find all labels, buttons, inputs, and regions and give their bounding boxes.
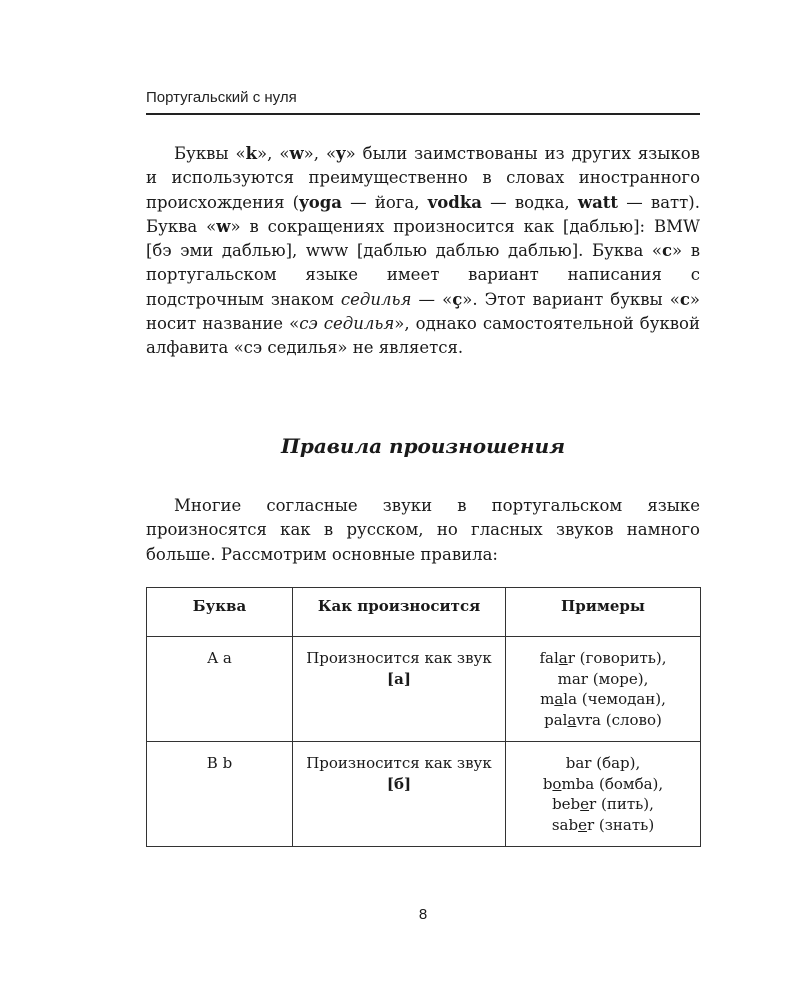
ex-part: la (чемодан),: [563, 690, 666, 708]
pronounce-text: Произносится как звук: [306, 754, 492, 772]
ex-part: r (пить),: [589, 795, 654, 813]
table-header-row: [147, 588, 701, 637]
ex-part: m: [540, 690, 555, 708]
example-line: [512, 774, 694, 795]
example-line: [512, 753, 694, 774]
cell-letter: A a: [147, 637, 293, 742]
example-line: [512, 710, 694, 731]
pronounce-sound: [б]: [386, 774, 412, 793]
ex-part: sab: [551, 815, 579, 834]
ex-stressed: e: [580, 795, 590, 813]
cell-pronounce: [293, 742, 506, 847]
ex-stressed: a: [558, 649, 568, 667]
table-row: [147, 637, 701, 742]
ex-part: mar (море),: [557, 669, 649, 688]
text-run: — ватт). Буква «: [146, 192, 700, 236]
paragraph-intro-rules: Многие согласные звуки в португальском языке произносятся как в русском, но гласных звуков намного больше. Рассмотрим основные правила:: [146, 496, 700, 564]
letter-k: k: [245, 144, 258, 163]
letter-c: c: [679, 289, 690, 309]
text-run: — йога,: [341, 192, 428, 212]
text-run: » были заимствованы из других языков и используются преимущественно в словах иностранного происхождения (: [146, 144, 700, 212]
text-run: » носит название «: [146, 289, 700, 334]
text-run: ». Этот вариант буквы «: [462, 289, 680, 309]
term-se-sedilya: сэ седилья: [299, 314, 395, 334]
section-heading: Правила произношения: [280, 434, 566, 458]
letter-w: w: [216, 216, 231, 236]
text-run: », однако самостоятельной буквой алфавита «сэ седилья» не является.: [146, 314, 700, 358]
word-vodka: vodka: [427, 192, 482, 212]
example-line: [512, 794, 694, 815]
text-run: Буквы «: [174, 144, 246, 163]
pronunciation-table: [146, 587, 701, 847]
example-line: [512, 689, 694, 710]
letter-c: c: [661, 241, 673, 261]
letter-y: y: [336, 144, 346, 163]
example-line: [512, 648, 694, 669]
ex-part: pal: [544, 710, 568, 729]
ex-stressed: a: [554, 690, 564, 708]
header-letter: Буква: [147, 588, 293, 637]
ex-part: bar (бар),: [565, 754, 641, 772]
text-run: », «: [303, 144, 337, 163]
text-run: — водка,: [481, 192, 578, 212]
word-yoga: yoga: [299, 192, 342, 212]
example-line: [512, 815, 694, 836]
cell-examples: [506, 742, 701, 847]
header-examples: Примеры: [506, 588, 701, 637]
page-number: 8: [418, 906, 428, 923]
ex-part: beb: [552, 795, 581, 813]
table-row: [147, 742, 701, 847]
letter-w: w: [289, 144, 304, 163]
ex-part: mba (бомба),: [561, 774, 664, 793]
ex-stressed: a: [567, 710, 577, 729]
text-run: » в сокращениях произносится как [даблью]: BMW [бэ эми даблью], www [даблью даблью даблью]. Буква «: [146, 216, 700, 261]
paragraph-borrowed-letters: [146, 142, 700, 361]
header-pronounce: Как произносится: [293, 588, 506, 637]
ex-part: b: [542, 774, 553, 793]
running-header: Португальский с нуля: [146, 89, 297, 106]
header-divider: [146, 113, 700, 115]
cell-letter: B b: [147, 742, 293, 847]
ex-part: vra (слово): [576, 710, 662, 729]
ex-stressed: e: [578, 815, 587, 834]
ex-part: r (говорить),: [567, 649, 667, 667]
text-run: », «: [257, 144, 290, 163]
word-watt: watt: [577, 192, 619, 212]
example-line: [512, 669, 694, 690]
text-run: » в португальском языке имеет вариант написания с подстрочным знаком: [146, 241, 700, 309]
ex-part: fal: [539, 649, 559, 667]
term-sedilya: седилья: [340, 289, 412, 309]
cell-examples: [506, 637, 701, 742]
pronounce-sound: [а]: [387, 669, 411, 688]
text-run: — «: [411, 289, 453, 309]
pronounce-text: Произносится как звук: [306, 649, 492, 667]
ex-part: r (знать): [586, 815, 655, 834]
cell-pronounce: [293, 637, 506, 742]
letter-c-cedilla: ç: [452, 289, 463, 309]
ex-stressed: o: [552, 774, 562, 793]
